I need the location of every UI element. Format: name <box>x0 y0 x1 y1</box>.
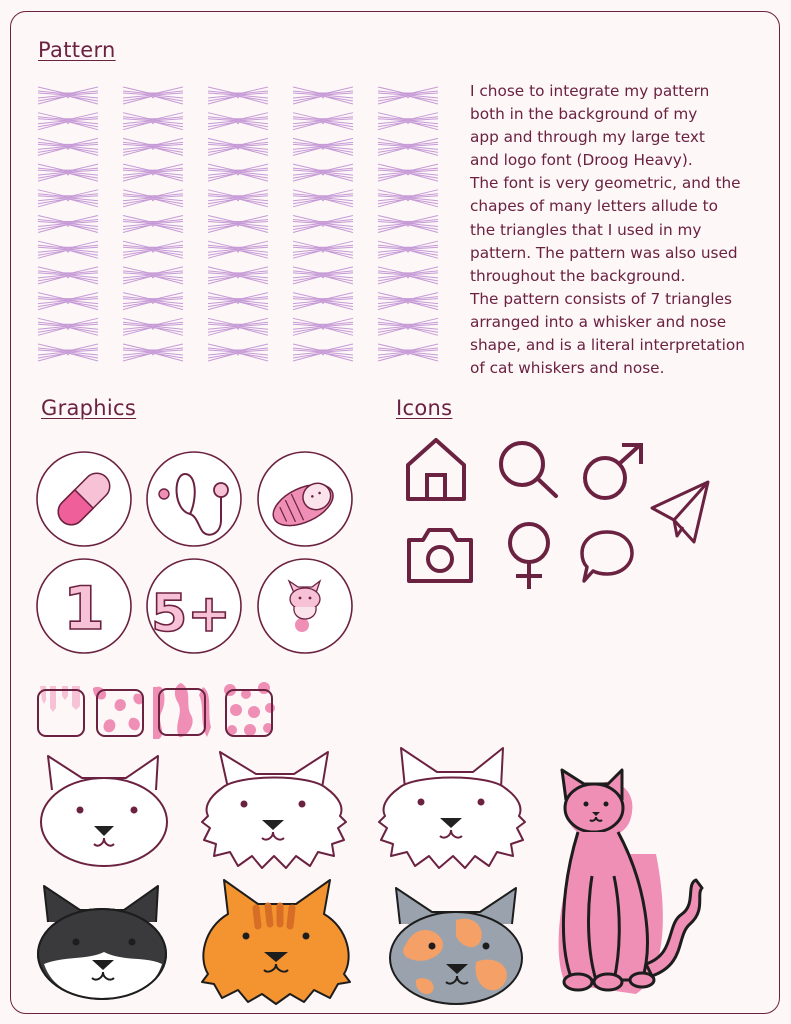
graphics-heading: Graphics <box>41 396 137 420</box>
female-icon <box>503 521 555 591</box>
whisker-pattern-tile <box>293 344 353 361</box>
whisker-pattern-tile <box>123 87 183 104</box>
whisker-pattern-tile <box>38 164 98 181</box>
whisker-pattern-tile <box>38 216 98 233</box>
whisker-pattern-tile <box>38 113 98 130</box>
orange-tabby-cat <box>198 878 354 1006</box>
whisker-pattern-tile <box>378 190 438 207</box>
white-cat-shorthair <box>38 752 170 868</box>
whisker-pattern-tile <box>38 344 98 361</box>
whisker-pattern-tile <box>293 293 353 310</box>
white-cat-longhair <box>200 748 348 872</box>
whisker-pattern-tile <box>293 318 353 335</box>
whisker-pattern-tile <box>378 216 438 233</box>
whisker-pattern-tile <box>378 267 438 284</box>
whisker-pattern-tile <box>208 113 268 130</box>
pink-sitting-cat <box>556 764 716 1000</box>
whisker-pattern-tile <box>378 293 438 310</box>
whisker-pattern-tile <box>38 190 98 207</box>
whisker-pattern-tile <box>123 190 183 207</box>
swaddled-kitten-badge <box>256 450 354 548</box>
whisker-pattern-tile <box>123 344 183 361</box>
whisker-pattern-tile <box>123 216 183 233</box>
whisker-pattern-tile <box>378 164 438 181</box>
whisker-pattern-tile <box>378 113 438 130</box>
pill-badge <box>35 450 133 548</box>
whisker-pattern-tile <box>208 344 268 361</box>
badge-number: 1 <box>63 574 105 644</box>
whisker-pattern-tile <box>38 267 98 284</box>
whisker-pattern-tile <box>293 138 353 155</box>
whisker-pattern-tile <box>293 241 353 258</box>
icons-heading: Icons <box>396 396 453 420</box>
whisker-pattern-tile <box>123 113 183 130</box>
chat-icon[interactable] <box>579 529 635 585</box>
whisker-pattern-tile <box>378 318 438 335</box>
description-paragraph: I chose to integrate my pattern both in the background of my app and through my large text and logo font (Droog Heavy). <box>470 82 710 170</box>
whisker-pattern-tile <box>123 293 183 310</box>
whisker-pattern-tile <box>123 318 183 335</box>
whisker-pattern-tile <box>208 318 268 335</box>
whisker-pattern-tile <box>378 344 438 361</box>
whisker-pattern-tile <box>293 216 353 233</box>
pattern-description <box>470 80 760 380</box>
description-paragraph: The pattern consists of 7 triangles arranged into a whisker and nose shape, and is a literal interpretation of cat whiskers and nose. <box>470 289 745 378</box>
male-icon <box>582 442 646 502</box>
spot-pattern-swatch <box>95 686 151 738</box>
whisker-pattern-tile <box>378 87 438 104</box>
drip-pattern-swatch <box>36 686 88 738</box>
whisker-pattern-tile <box>208 87 268 104</box>
number-five-plus-badge <box>145 557 243 655</box>
whisker-pattern-tile <box>38 87 98 104</box>
whisker-pattern-tile <box>378 241 438 258</box>
badge-number: 5+ <box>151 584 231 644</box>
whisker-pattern-tile <box>38 293 98 310</box>
number-one-badge <box>35 557 133 655</box>
whisker-pattern-tile <box>208 241 268 258</box>
whisker-pattern-tile <box>293 164 353 181</box>
whisker-pattern-tile <box>208 293 268 310</box>
sitting-kitten-badge <box>256 557 354 655</box>
pattern-heading: Pattern <box>38 38 116 62</box>
whisker-pattern-tile <box>123 164 183 181</box>
send-icon[interactable] <box>650 480 712 544</box>
home-icon[interactable] <box>405 437 467 501</box>
whisker-pattern-tile <box>208 164 268 181</box>
whisker-pattern-tile <box>293 267 353 284</box>
description-paragraph: The font is very geometric, and the chapes of many letters allude to the triangles that I used in my pattern. The pattern was also used throughout the background. <box>470 174 741 285</box>
whisker-pattern-tile <box>208 190 268 207</box>
stethoscope-badge <box>145 450 243 548</box>
whisker-pattern-tile <box>208 267 268 284</box>
calico-cat <box>386 884 528 1006</box>
whisker-pattern-tile <box>123 241 183 258</box>
whisker-pattern-tile <box>38 318 98 335</box>
white-cat-longhair-2 <box>377 744 529 872</box>
search-icon[interactable] <box>497 440 561 500</box>
whisker-pattern-tile <box>208 138 268 155</box>
whisker-pattern-tile <box>123 267 183 284</box>
whisker-pattern-tile <box>208 216 268 233</box>
camera-icon[interactable] <box>405 526 475 584</box>
whisker-pattern-tile <box>293 190 353 207</box>
whisker-pattern-tile <box>378 138 438 155</box>
whisker-pattern-tile <box>38 138 98 155</box>
tuxedo-cat <box>34 884 172 1002</box>
whisker-pattern-tile <box>123 138 183 155</box>
whisker-pattern-tile <box>38 241 98 258</box>
stripe-pattern-swatch <box>155 683 215 741</box>
whisker-pattern-tile <box>293 87 353 104</box>
whisker-pattern-tile <box>293 113 353 130</box>
dot-pattern-swatch <box>222 684 280 740</box>
